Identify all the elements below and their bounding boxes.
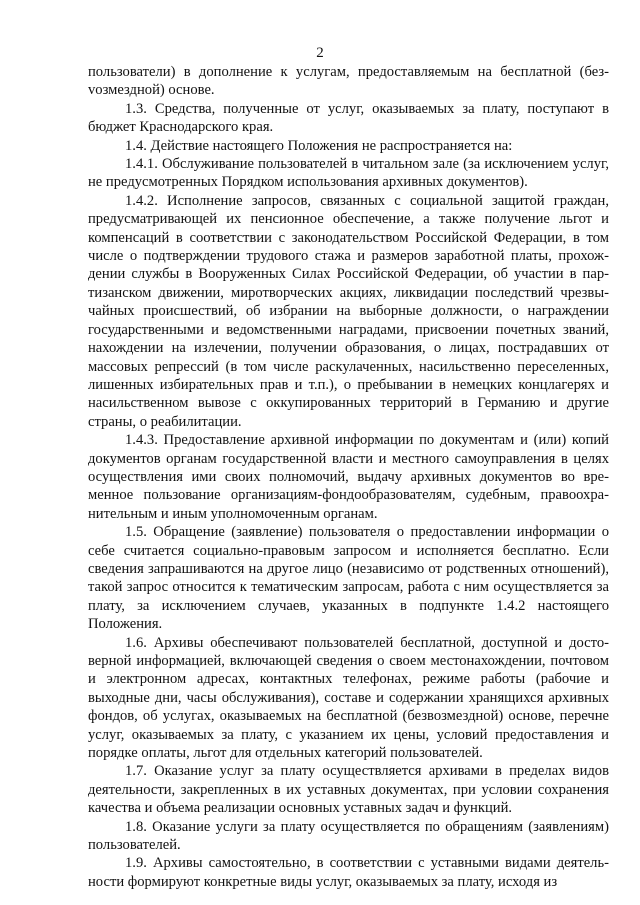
document-body <box>88 63 609 891</box>
paragraph-1-8: 1.8. Оказание услуги за плату осуществляется по обращениям (заявлениям) пользователей. <box>88 818 609 854</box>
paragraph-1-4-3: 1.4.3. Предоставление архивной информации по документам и (или) копий документов органам государственной власти и местного самоуправления в целях осуществления ими своих полномочий, выдачу архивных документов во временное пользование организациям-фондообразователям, судебным, правоохранительным и иным уполномоченным органам. <box>88 432 609 522</box>
paragraph-1-7: 1.7. Оказание услуг за плату осуществляется архивами в пределах видов деятельности, закрепленных в их уставных документах, при условии сохранения качества и объема реализации основных уставных задач и функций. <box>88 763 609 817</box>
paragraph-1-4-2: 1.4.2. Исполнение запросов, связанных с социальной защитой граждан, предусматривающей их пенсионное обеспечение, а также получение льгот и компенсаций в соответствии с законодательством Российской Федерации, в том числе о подтверждении трудового стажа и размеров заработной платы, прохождении службы в Вооруженных Силах Российской Федерации, об участии в партизанском движении, миротворческих акциях, ликвидации последствий чрезвычайных происшествий, об избрании на выборные должности, о награждении государственными и ведомственными наградами, присвоении почетных званий, нахождении на излечении, получении образования, о лицах, пострадавших от массовых репрессий (в том числе раскулаченных, насильственно переселенных, лишенных избирательных прав и т.п.), о пребывании в немецких концлагерях и насильственном вывозе с оккупированных территорий в Германию и другие страны, о реабилитации. <box>88 192 609 430</box>
page-number: 2 <box>316 45 324 61</box>
paragraph-1-5: 1.5. Обращение (заявление) пользователя о предоставлении информации о себе считается социально-правовым запросом и исполняется бесплатно. Если сведения запрашиваются на другое лицо (независимо от родственных отношений), такой запрос относится к тематическим запросам, работа с ним осуществляется за плату, за исключением случаев, указанных в подпункте 1.4.2 настоящего Положения. <box>88 524 609 633</box>
paragraph-1-4: 1.4. Действие настоящего Положения не распространяется на: <box>125 137 513 154</box>
paragraph-1-3: 1.3. Средства, полученные от услуг, оказываемых за плату, поступают в бюджет Краснодарского края. <box>88 100 609 136</box>
paragraph-continuation: пользователи) в дополнение к услугам, предоставляемым на бесплатной (безvозмездной) основе. <box>88 64 609 99</box>
paragraph-1-6: 1.6. Архивы обеспечивают пользователей бесплатной, доступной и достоверной информацией, включающей сведения о своем местонахождении, почтовом и электронном адресах, контактных телефонах, режиме работы (рабочие и выходные дни, часы обслуживания), составе и содержании хранящихся архивных фондов, об услугах, оказываемых на бесплатной (безвозмездной) основе, перечне услуг, оказываемых за плату, с указанием их цены, условий предоставления и порядке оплаты, льгот для отдельных категорий пользователей. <box>88 634 609 762</box>
paragraph-1-9: 1.9. Архивы самостоятельно, в соответствии с уставными видами деятельности формируют конкретные виды услуг, оказываемых за плату, исходя из <box>88 855 609 890</box>
paragraph-1-4-1: 1.4.1. Обслуживание пользователей в читальном зале (за исключением услуг, не предусмотренных Порядком использования архивных документов). <box>88 156 609 191</box>
